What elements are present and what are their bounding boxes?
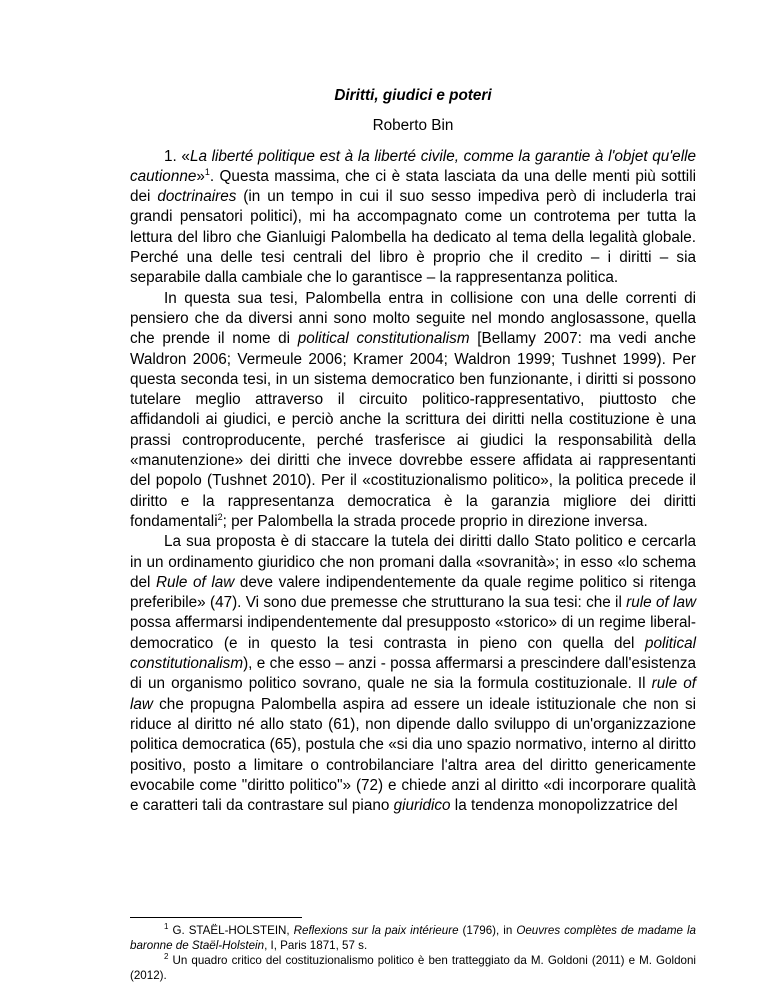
- term-rule-of-law: rule of law: [626, 594, 697, 612]
- paragraph-2-text-b: [Bellamy 2007: ma vedi anche Waldron 2006; Vermeule 2006; Kramer 2004; Waldron 1999; Tushnet 1999). Per questa seconda tesi, in un sistema democratico ben funzionante, i diritti si possono tutelare meglio attraverso il circuito politico-rappresentativo, piuttosto che affidandoli ai giudici, e perciò anche la scrittura dei diritti nella costituzione è una prassi controproducente, perché trasferisce ai giudici la responsabilità della «manutenzione» dei diritti che invece dovrebbe essere affidata ai rappresentanti del popolo (Tushnet 2010). Per il «costituzionalismo politico», la politica precede il diritto e la rappresentanza democratica è la garanzia migliore dei diritti fondamentali: [130, 330, 696, 530]
- paragraph-3-text-b: deve valere indipendentemente da quale regime politico si ritenga preferibile» (47). Vi sono due premesse che strutturano la sua tesi: che il: [130, 573, 696, 612]
- paragraph-3-text-e: che propugna Palombella aspira ad essere un ideale istituzionale che non si riduce al diritto né allo stato (61), non dipende dallo sviluppo di un'organizzazione politica democratica (65), postula che «si dia uno spazio normativo, interno al diritto positivo, posto a limitare o controbilanciare l'altra area del diritto genericamente evocabile come "diritto politico"» (72) e chiede anzi al diritto «di incorporare qualità e caratteri tali da contrastare sul piano: [130, 695, 696, 815]
- term-rule-of-law: rule of law: [130, 675, 696, 713]
- paragraph-2-text-c: ; per Palombella la strada procede proprio in direzione inversa.: [222, 512, 648, 530]
- section-number: 1. «: [164, 147, 190, 165]
- document-author: Roberto Bin: [372, 117, 454, 135]
- term-giuridico: giuridico: [393, 797, 451, 815]
- footnote-2-text: Un quadro critico del costituzionalismo politico è ben tratteggiato da M. Goldoni (2011) e M. Goldoni (2012).: [130, 954, 696, 982]
- footnote-number: 2: [164, 952, 169, 962]
- footnote-1-text-c: , I, Paris 1871, 57 s.: [264, 939, 368, 952]
- footnote-1-text-b: (1796), in: [458, 924, 517, 937]
- paragraph-1: [130, 147, 696, 289]
- paragraph-3-text-d: ), e che esso – anzi - possa affermarsi a prescindere dall'esistenza di un organismo politico sovrano, quale ne sia la formula costituzionale. Il: [130, 655, 696, 693]
- paragraph-2-text-a: In questa sua tesi, Palombella entra in collisione con una delle correnti di pensiero che da diversi anni sono molto seguite nel mondo anglosassone, quella che prende il nome di: [130, 289, 696, 348]
- footnote-1: [130, 923, 696, 953]
- paragraph-3-text-c: possa affermarsi indipendentemente dal presupposto «storico» di un regime liberal-democratico (e in questo la tesi contrasta in pieno con quella del: [130, 614, 696, 652]
- footnote-1-work-title: Reflexions sur la paix intérieure: [293, 924, 459, 937]
- footnote-1-text-a: G. STAËL-HOLSTEIN,: [168, 924, 294, 937]
- term-political-constitutionalism: political constitutionalism: [297, 330, 470, 348]
- document-page: [130, 86, 696, 816]
- footnote-ref-2[interactable]: 2: [217, 511, 223, 522]
- epigraph-quote: La liberté politique est à la liberté civile, comme la garantie à l'objet qu'elle cautionne: [130, 147, 696, 185]
- paragraph-1-text-a: . Questa massima, che ci è stata lasciata da una delle menti più sottili dei: [130, 167, 696, 206]
- term-political-constitutionalism: political constitutionalism: [130, 634, 696, 673]
- paragraph-3-text-a: La sua proposta è di staccare la tutela dei diritti dallo Stato politico e cercarla in un ordinamento giuridico che non promani dalla «sovranità»; in esso «lo schema del: [130, 533, 696, 591]
- paragraph-1-text-b: (in un tempo in cui il suo sesso impediva però di includerla trai grandi pensatori politici), mi ha accompagnato come un controtema per tutta la lettura del libro che Gianluigi Palombella ha dedicato al tema della legalità globale. Perché una delle tesi centrali del libro è proprio che il credito – i diritti – sia separabile dalla cambiale che lo garantisce – la rappresentanza politica.: [130, 188, 697, 287]
- footnotes: [130, 923, 696, 983]
- footnote-number: 1: [164, 922, 169, 932]
- term-rule-of-law: Rule of law: [155, 573, 235, 591]
- footnote-ref-1[interactable]: 1: [204, 166, 210, 177]
- paragraph-3: [130, 532, 696, 816]
- footnote-separator: [130, 917, 302, 918]
- paragraph-2: [130, 289, 696, 533]
- paragraph-3-text-f: la tendenza monopolizzatrice del: [450, 797, 678, 815]
- quote-close: »: [196, 167, 205, 185]
- footnote-1-collection-title: Oeuvres complètes de madame la baronne de Staël-Holstein: [130, 924, 697, 952]
- term-doctrinaires: doctrinaires: [157, 188, 237, 206]
- document-title: Diritti, giudici e poteri: [334, 87, 492, 104]
- footnote-2: [130, 953, 696, 983]
